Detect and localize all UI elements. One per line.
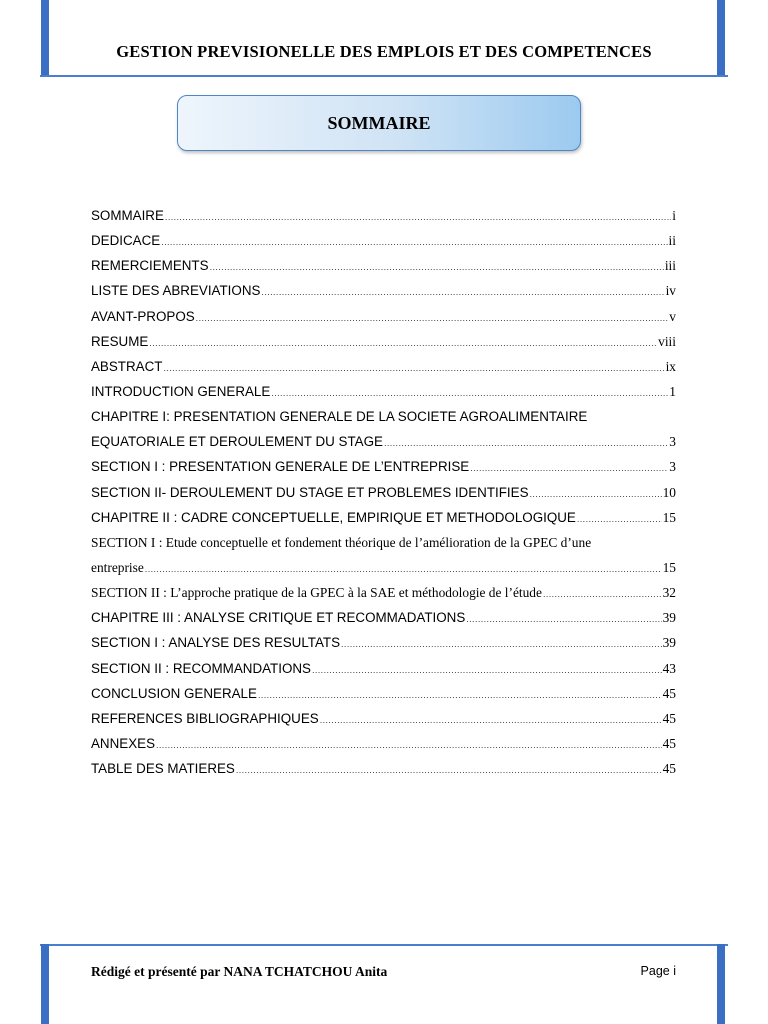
toc-entry-page: 10 [662,484,676,500]
dot-leader [341,632,662,657]
dot-leader [271,381,668,406]
toc-entry[interactable] [91,454,676,479]
toc-entry-label: SOMMAIRE [91,208,164,223]
toc-entry-page: 45 [662,685,676,701]
dot-leader [236,758,662,783]
dot-leader [384,431,668,456]
toc-entry-page: v [669,308,676,324]
toc-entry-label: RESUME [91,333,149,349]
toc-entry-label: entreprise [91,559,144,575]
toc-entry-page: 45 [662,761,676,777]
toc-entry-label: ANNEXES [91,735,155,751]
dot-leader [163,356,664,381]
toc-entry-label: AVANT-PROPOS [91,308,195,324]
dot-leader [470,456,668,481]
toc-entry[interactable] [91,706,676,731]
toc-entry[interactable] [91,329,676,354]
toc-entry-page: ii [668,233,676,249]
toc-entry[interactable] [91,379,676,404]
dot-leader [543,582,662,607]
toc-entry-label: SECTION II : L’approche pratique de la GPEC à la SAE et méthodologie de l’étude [91,585,542,601]
sommaire-heading-box [177,95,581,151]
toc-entry[interactable] [91,656,676,681]
toc-entry-page: 43 [662,660,676,676]
sommaire-title: SOMMAIRE [327,112,431,133]
toc-entry[interactable] [91,429,676,454]
dot-leader [210,255,664,280]
toc-entry[interactable] [91,278,676,303]
toc-entry[interactable] [91,304,676,329]
toc-entry-page: 1 [669,383,676,399]
dot-leader [261,280,664,305]
toc-entry-page: 39 [662,610,676,626]
toc-entry[interactable] [91,555,676,580]
dot-leader [312,658,662,683]
toc-entry-page: iii [664,258,676,274]
toc-entry-page: 3 [669,459,676,475]
toc-entry[interactable] [91,580,676,605]
dot-leader [196,306,669,331]
toc-entry-page: 32 [662,585,676,601]
toc-entry-label: DEDICACE [91,233,161,249]
toc-entry[interactable] [91,756,676,781]
dot-leader [577,507,662,532]
toc-entry-label: TABLE DES MATIERES [91,761,235,777]
toc-entry-label: SECTION II : RECOMMANDATIONS [91,660,311,676]
toc-entry-label: LISTE DES ABREVIATIONS [91,283,261,299]
top-left-accent-bar [41,0,49,76]
toc-entry[interactable] [91,505,676,530]
dot-leader [258,683,662,708]
table-of-contents [91,203,676,781]
dot-leader [161,230,667,255]
toc-entry-page: 15 [662,509,676,525]
toc-entry-label: CONCLUSION GENERALE [91,685,257,701]
toc-entry[interactable] [91,354,676,379]
toc-entry[interactable] [91,203,676,228]
footer-author: Rédigé et présenté par NANA TCHATCHOU Anita [91,964,388,979]
toc-entry-label: REFERENCES BIBLIOGRAPHIQUES [91,710,319,726]
footer-rule [40,944,728,946]
dot-leader [149,331,657,356]
bottom-left-accent-bar [41,944,49,1024]
header-title: GESTION PREVISIONELLE DES EMPLOIS ET DES COMPETENCES [116,42,652,61]
toc-entry-label: CHAPITRE II : CADRE CONCEPTUELLE, EMPIRIQUE ET METHODOLOGIQUE [91,509,576,525]
toc-entry-label: REMERCIEMENTS [91,258,209,274]
toc-entry-label: EQUATORIALE ET DEROULEMENT DU STAGE [91,434,383,450]
toc-entry-label: SECTION II- DEROULEMENT DU STAGE ET PROBLEMES IDENTIFIES [91,484,529,500]
toc-entry-page: 3 [669,434,676,450]
toc-entry-label: SECTION I : PRESENTATION GENERALE DE L’ENTREPRISE [91,459,470,475]
header-rule [40,75,728,77]
dot-leader [145,557,662,582]
toc-entry[interactable] [91,480,676,505]
dot-leader [466,607,661,632]
toc-entry[interactable] [91,630,676,655]
toc-entry-page: iv [665,283,676,299]
toc-entry[interactable] [91,605,676,630]
toc-entry-page: viii [658,333,676,349]
toc-entry-page: ix [665,358,676,374]
toc-entry-label-line1[interactable]: SECTION I : Etude conceptuelle et fondement théorique de l’amélioration de la GPEC d’une [91,534,592,550]
toc-entry-page: 45 [662,710,676,726]
toc-entry-label: SECTION I : ANALYSE DES RESULTATS [91,635,341,651]
toc-entry[interactable] [91,731,676,756]
dot-leader [165,205,671,230]
toc-entry[interactable] [91,681,676,706]
toc-entry-page: 15 [662,559,676,575]
dot-leader [156,733,662,758]
dot-leader [530,482,662,507]
toc-entry-page: 39 [662,635,676,651]
toc-entry[interactable] [91,228,676,253]
toc-entry-label: CHAPITRE III : ANALYSE CRITIQUE ET RECOMMADATIONS [91,610,466,626]
toc-entry-page: 45 [662,735,676,751]
toc-entry-label-line1[interactable]: CHAPITRE I: PRESENTATION GENERALE DE LA SOCIETE AGROALIMENTAIRE [91,409,588,425]
dot-leader [320,708,662,733]
bottom-right-accent-bar [717,944,725,1024]
toc-entry-label: INTRODUCTION GENERALE [91,383,271,399]
footer-page-number: Page i [640,964,676,978]
toc-entry[interactable] [91,253,676,278]
toc-entry-page: i [672,208,676,223]
toc-entry-label: ABSTRACT [91,358,163,374]
top-right-accent-bar [717,0,725,76]
